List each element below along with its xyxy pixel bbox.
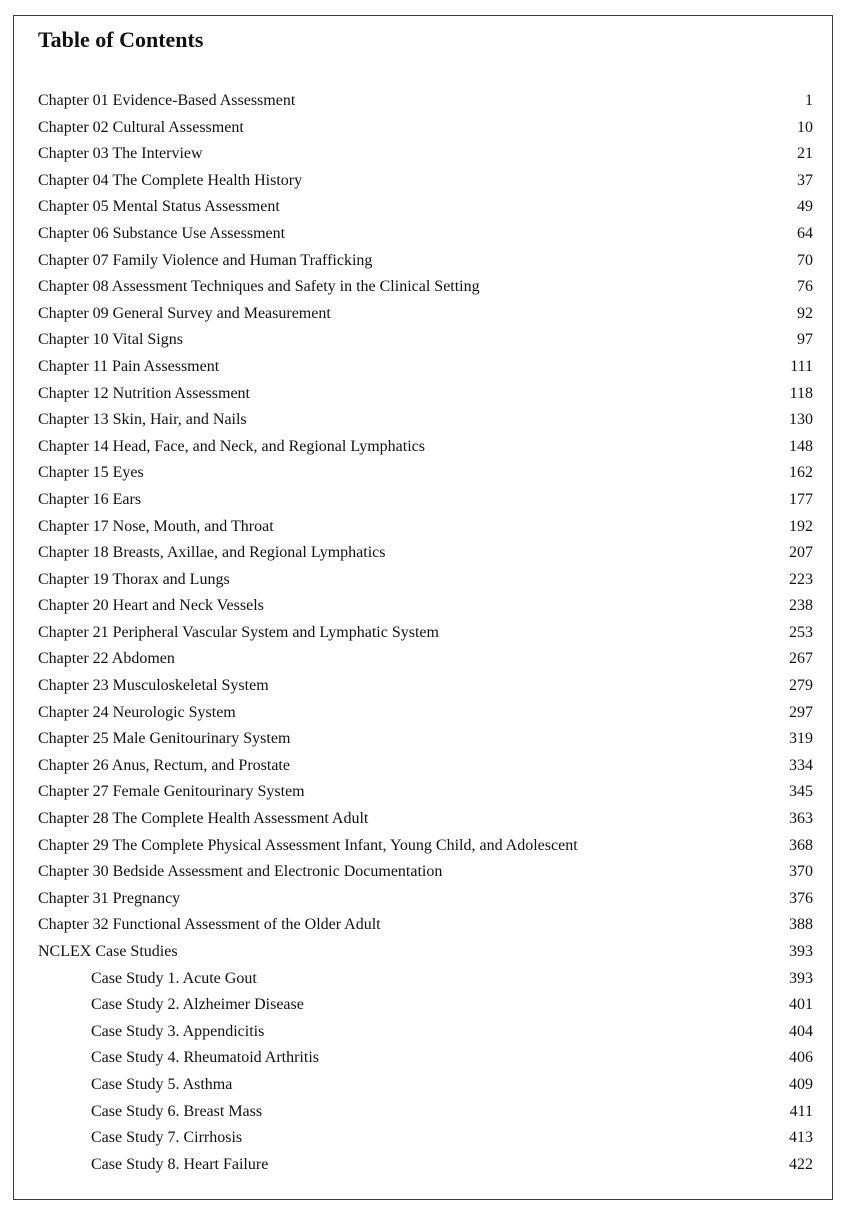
toc-entry-label: Case Study 5. Asthma — [91, 1075, 233, 1093]
toc-entry-page-number: 363 — [789, 810, 813, 828]
toc-entry-page-number: 376 — [789, 889, 813, 907]
toc-subentry[interactable] — [38, 1099, 813, 1126]
toc-entry[interactable] — [38, 168, 813, 195]
toc-entry-label: Chapter 07 Family Violence and Human Trafficking — [38, 251, 373, 269]
toc-entry[interactable] — [38, 540, 813, 567]
toc-entry[interactable] — [38, 354, 813, 381]
toc-subentry[interactable] — [38, 1125, 813, 1152]
toc-entry-label: Chapter 02 Cultural Assessment — [38, 118, 244, 136]
toc-entry-page-number: 192 — [789, 517, 813, 535]
toc-entry[interactable] — [38, 886, 813, 913]
toc-entry-label: Chapter 21 Peripheral Vascular System and Lymphatic System — [38, 623, 439, 641]
toc-subentry[interactable] — [38, 1019, 813, 1046]
toc-entry-page-number: 334 — [789, 756, 813, 774]
toc-entry[interactable] — [38, 939, 813, 966]
toc-entry-page-number: 404 — [789, 1022, 813, 1040]
toc-entry-label: Chapter 13 Skin, Hair, and Nails — [38, 411, 247, 429]
toc-entry[interactable] — [38, 779, 813, 806]
toc-entry-page-number: 97 — [797, 331, 813, 349]
toc-entry-label: Chapter 04 The Complete Health History — [38, 171, 303, 189]
toc-entry[interactable] — [38, 833, 813, 860]
toc-entry-label: Chapter 24 Neurologic System — [38, 703, 236, 721]
page-title: Table of Contents — [38, 27, 204, 52]
toc-entry-page-number: 409 — [789, 1075, 813, 1093]
toc-entry[interactable] — [38, 806, 813, 833]
toc-entry-page-number: 70 — [797, 251, 813, 269]
toc-entry-label: Case Study 2. Alzheimer Disease — [91, 996, 304, 1014]
toc-entry-label: Chapter 30 Bedside Assessment and Electronic Documentation — [38, 863, 443, 881]
toc-entry-page-number: 207 — [789, 544, 813, 562]
toc-entry-label: Chapter 03 The Interview — [38, 145, 203, 163]
toc-entry-label: Chapter 27 Female Genitourinary System — [38, 783, 305, 801]
toc-entry-label: Chapter 05 Mental Status Assessment — [38, 198, 280, 216]
toc-entry-page-number: 267 — [789, 650, 813, 668]
toc-entry-label: Chapter 26 Anus, Rectum, and Prostate — [38, 756, 290, 774]
toc-entry[interactable] — [38, 407, 813, 434]
toc-entry-label: Chapter 23 Musculoskeletal System — [38, 677, 269, 695]
toc-entry-page-number: 393 — [789, 943, 813, 960]
toc-entry[interactable] — [38, 221, 813, 248]
toc-entry-label: Case Study 3. Appendicitis — [91, 1022, 265, 1040]
toc-entry-page-number: 413 — [789, 1129, 813, 1147]
toc-entry-label: Chapter 14 Head, Face, and Neck, and Regional Lymphatics — [38, 437, 425, 455]
toc-entry[interactable] — [38, 381, 813, 408]
toc-entry-page-number: 370 — [789, 863, 813, 881]
toc-entry-page-number: 118 — [789, 384, 813, 402]
toc-entry-label: Chapter 12 Nutrition Assessment — [38, 384, 250, 402]
toc-entry[interactable] — [38, 567, 813, 594]
toc-entry-label: Case Study 6. Breast Mass — [91, 1102, 263, 1120]
toc-entry-page-number: 111 — [790, 357, 813, 375]
toc-entry[interactable] — [38, 327, 813, 354]
toc-entry-page-number: 238 — [789, 597, 813, 615]
toc-entry-page-number: 253 — [789, 623, 813, 641]
toc-entry[interactable] — [38, 726, 813, 753]
toc-entry-page-number: 411 — [789, 1102, 813, 1120]
toc-entry[interactable] — [38, 88, 813, 115]
toc-subentry[interactable] — [38, 966, 813, 993]
toc-entry-page-number: 279 — [789, 677, 813, 695]
toc-entry-label: Chapter 17 Nose, Mouth, and Throat — [38, 517, 274, 535]
toc-subentry[interactable] — [38, 1072, 813, 1099]
toc-entry[interactable] — [38, 646, 813, 673]
toc-entry-label: Chapter 06 Substance Use Assessment — [38, 224, 286, 242]
toc-entry-label: Chapter 19 Thorax and Lungs — [38, 570, 230, 588]
toc-entry-label: Chapter 11 Pain Assessment — [38, 357, 220, 375]
toc-entry-label: Case Study 8. Heart Failure — [91, 1155, 269, 1173]
toc-entry-label: Chapter 29 The Complete Physical Assessment Infant, Young Child, and Adolescent — [38, 836, 578, 854]
toc-entry-page-number: 92 — [797, 304, 813, 322]
toc-entry-page-number: 37 — [797, 171, 813, 189]
toc-subentry[interactable] — [38, 1045, 813, 1072]
toc-entry[interactable] — [38, 248, 813, 275]
toc-entry-page-number: 401 — [789, 996, 813, 1014]
toc-entry-page-number: 393 — [789, 969, 813, 987]
toc-entry-label: Chapter 22 Abdomen — [38, 650, 175, 668]
toc-entry[interactable] — [38, 460, 813, 487]
toc-entry[interactable] — [38, 301, 813, 328]
toc-entry[interactable] — [38, 434, 813, 461]
toc-entry-page-number: 177 — [789, 490, 813, 508]
toc-entry[interactable] — [38, 912, 813, 939]
toc-entry[interactable] — [38, 194, 813, 221]
toc-entry[interactable] — [38, 620, 813, 647]
toc-entry-label: Chapter 15 Eyes — [38, 464, 144, 482]
toc-entry-page-number: 21 — [797, 145, 813, 163]
toc-entry-page-number: 64 — [797, 224, 813, 242]
toc-entry[interactable] — [38, 514, 813, 541]
toc-entry[interactable] — [38, 673, 813, 700]
toc-list — [38, 88, 813, 1178]
toc-entry-label: Chapter 01 Evidence-Based Assessment — [38, 92, 296, 109]
toc-entry-page-number: 49 — [797, 198, 813, 216]
toc-entry-page-number: 162 — [789, 464, 813, 482]
toc-entry-label: Chapter 18 Breasts, Axillae, and Regional Lymphatics — [38, 544, 386, 562]
toc-entry[interactable] — [38, 115, 813, 142]
toc-entry-label: Chapter 08 Assessment Techniques and Safety in the Clinical Setting — [38, 278, 480, 296]
toc-entry-label: NCLEX Case Studies — [38, 943, 178, 960]
toc-entry-label: Chapter 10 Vital Signs — [38, 331, 183, 349]
toc-entry-page-number: 388 — [789, 916, 813, 934]
toc-entry-page-number: 76 — [797, 278, 813, 296]
toc-entry[interactable] — [38, 487, 813, 514]
toc-entry-label: Chapter 28 The Complete Health Assessment Adult — [38, 810, 369, 828]
toc-entry-label: Chapter 20 Heart and Neck Vessels — [38, 597, 264, 615]
toc-entry-label: Chapter 16 Ears — [38, 490, 142, 508]
toc-subentry[interactable] — [38, 1152, 813, 1179]
toc-entry-page-number: 297 — [789, 703, 813, 721]
toc-entry-page-number: 10 — [797, 118, 813, 136]
toc-entry-page-number: 422 — [789, 1155, 813, 1173]
toc-entry[interactable] — [38, 274, 813, 301]
toc-entry-label: Case Study 4. Rheumatoid Arthritis — [91, 1049, 319, 1067]
toc-entry[interactable] — [38, 141, 813, 168]
toc-entry-page-number: 368 — [789, 836, 813, 854]
toc-entry-label: Case Study 1. Acute Gout — [91, 969, 257, 987]
toc-entry-page-number: 345 — [789, 783, 813, 801]
toc-entry-page-number: 406 — [789, 1049, 813, 1067]
toc-entry[interactable] — [38, 593, 813, 620]
toc-entry-page-number: 223 — [789, 570, 813, 588]
toc-entry-label: Case Study 7. Cirrhosis — [91, 1129, 243, 1147]
toc-entry-label: Chapter 09 General Survey and Measurement — [38, 304, 331, 322]
toc-entry-page-number: 130 — [789, 411, 813, 429]
toc-entry[interactable] — [38, 859, 813, 886]
toc-subentry[interactable] — [38, 992, 813, 1019]
toc-entry[interactable] — [38, 753, 813, 780]
toc-entry-page-number: 319 — [789, 730, 813, 748]
toc-entry-page-number: 1 — [805, 92, 813, 109]
toc-entry[interactable] — [38, 700, 813, 727]
toc-entry-label: Chapter 31 Pregnancy — [38, 889, 181, 907]
toc-entry-label: Chapter 32 Functional Assessment of the Older Adult — [38, 916, 381, 934]
toc-entry-page-number: 148 — [789, 437, 813, 455]
toc-entry-label: Chapter 25 Male Genitourinary System — [38, 730, 291, 748]
